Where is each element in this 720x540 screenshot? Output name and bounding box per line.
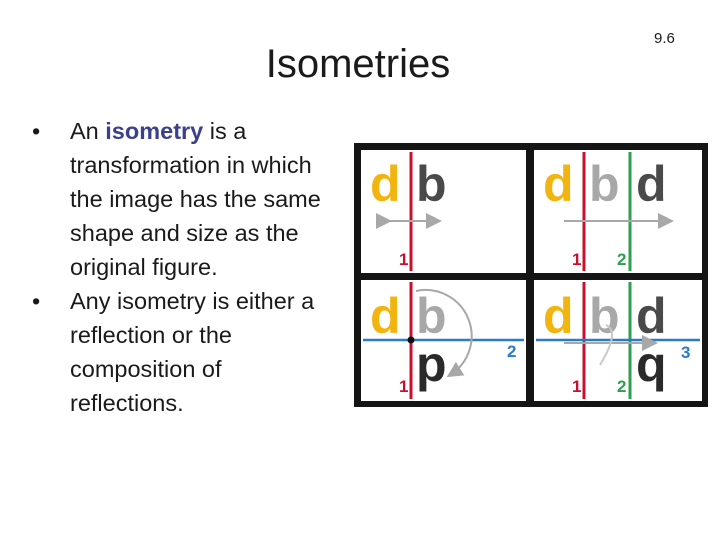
letter-d-original: d	[543, 156, 574, 212]
reflections-figure	[354, 143, 708, 407]
letter-d-original: d	[370, 156, 401, 212]
keyword-isometry: isometry	[105, 118, 204, 144]
bullet-item-composition	[30, 284, 330, 420]
line-label-3: 3	[681, 343, 691, 362]
slide-number: 9.6	[654, 30, 675, 47]
letter-d-second-image: d	[636, 288, 667, 344]
letter-p-final: p	[416, 336, 447, 392]
line-label-2: 2	[617, 377, 627, 396]
letter-b-image: b	[416, 288, 447, 344]
bullet-dot: •	[32, 118, 41, 144]
slide-title: Isometries	[265, 42, 451, 86]
letter-b-image: b	[589, 288, 620, 344]
bullet-text: Any isometry is either a reflection or the composition of reflections.	[70, 288, 315, 416]
line-label-2: 2	[507, 342, 517, 361]
letter-b-image: b	[416, 156, 447, 212]
bullet-dot: •	[32, 288, 41, 314]
letter-d-final: d	[636, 156, 667, 212]
letter-q-final: q	[636, 336, 667, 392]
bullet-text: is a transformation in which the image has the same shape and size as the original figure.	[70, 118, 321, 280]
line-label-1: 1	[572, 250, 582, 269]
line-label-1: 1	[399, 250, 409, 269]
bullet-item-isometry-definition	[30, 114, 330, 284]
letter-d-original: d	[370, 288, 401, 344]
letter-b-image: b	[589, 156, 620, 212]
bullet-list	[30, 114, 330, 420]
letter-d-original: d	[543, 288, 574, 344]
line-label-1: 1	[572, 377, 582, 396]
line-label-2: 2	[617, 250, 627, 269]
bullet-text: An	[70, 118, 106, 144]
line-label-1: 1	[399, 377, 409, 396]
